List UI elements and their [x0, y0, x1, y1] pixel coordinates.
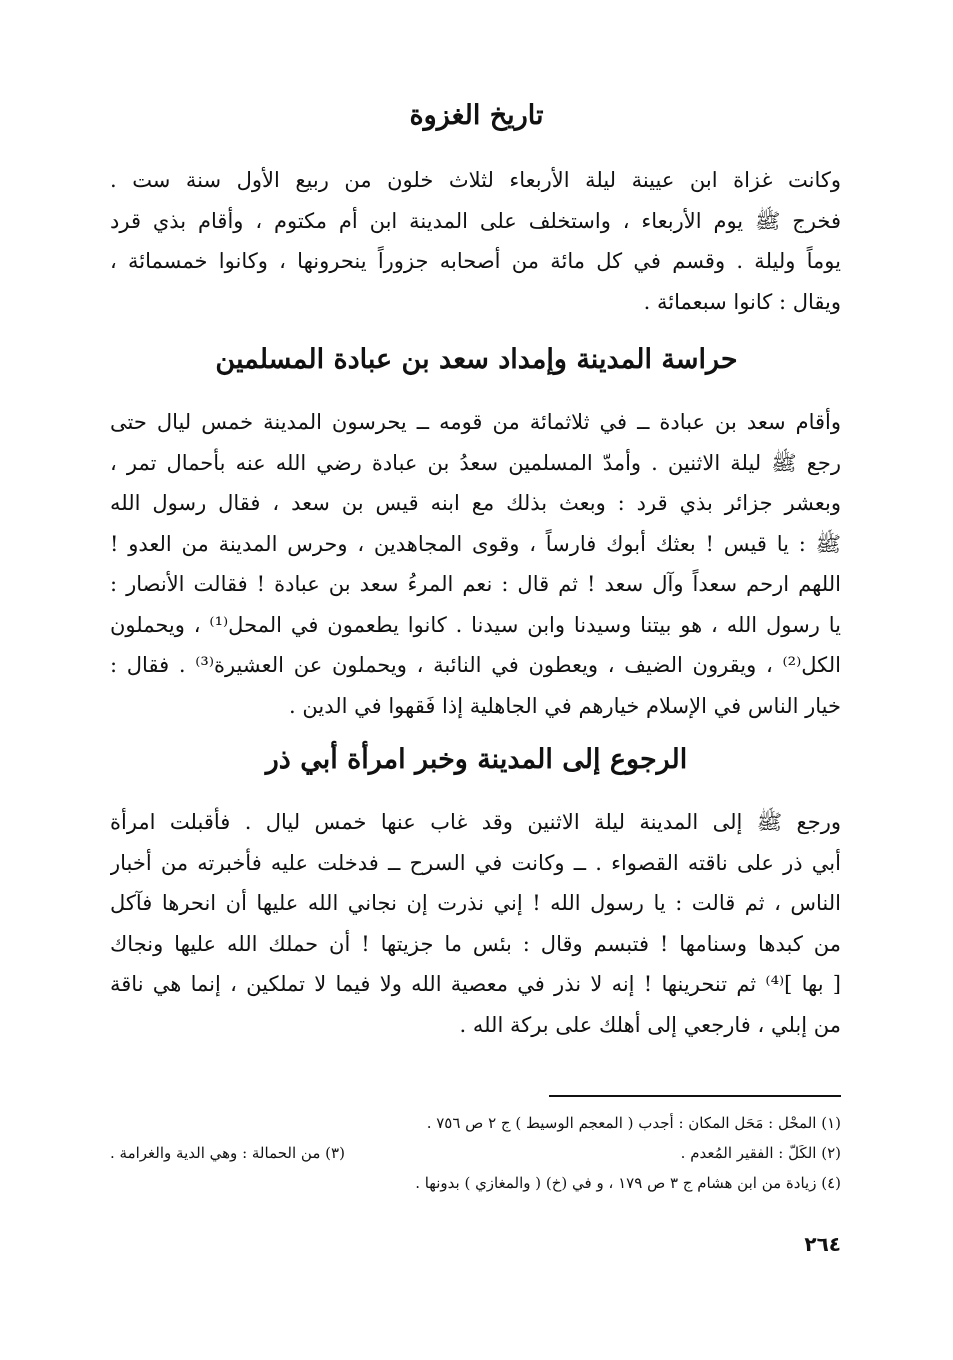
text-line: ويقال : كانوا سبعمائة .	[643, 289, 841, 314]
section-title-history: تاريخ الغزوة	[409, 100, 544, 131]
text-line: من كبدها وسنامها ! فتبسم وقال : بئس ما جزيتها ! أن حملك الله عليها ونجاك	[110, 931, 841, 956]
text-line: من إبلي ، فارجعي إلى أهلك على بركة الله .	[459, 1012, 841, 1037]
text-line: الناس ، ثم قالت : يا رسول الله ! إني نذرت إن نجاني الله عليها أن انحرها فآكل	[110, 891, 841, 915]
text-line: وكانت غزاة ابن عيينة ليلة الأربعاء لثلاث خلون من ربيع الأول سنة ست .	[110, 168, 841, 192]
footnote-2: (٢) الكَلّ : الفقير المُعدم .	[680, 1144, 841, 1162]
paragraph-guarding	[110, 402, 841, 726]
paragraph-return	[110, 802, 841, 1045]
text-line: الكل⁽²⁾ ، ويقرون الضيف ، ويعطون في النائبة ، ويحملون عن العشيرة⁽³⁾ . فقال :	[110, 653, 841, 677]
text-line: ﷺ : يا قيس ! بعثك أبوك فارساً ، وقوى المجاهدين ، وحرس المدينة من العدو !	[110, 531, 841, 556]
text-line: اللهم ارحم سعداً وآل سعد ! ثم قال : نعم المرءُ سعد بن عبادة ! فقالت الأنصار :	[110, 572, 841, 596]
text-line: يوماً وليلة . وقسم في كل مائة من أصحابه جزوراً ينحرونها ، وكانوا خمسمائة ،	[110, 249, 841, 273]
paragraph-history	[110, 160, 841, 322]
footnotes	[110, 1108, 841, 1198]
text-line: [ بها ]⁽⁴⁾ ثم تنحرينها ! إنه لا نذر في معصية الله ولا فيما لا تملكين ، إنما هي ناقة	[110, 972, 841, 996]
text-line: ورجع ﷺ إلى المدينة ليلة الاثنين وقد غاب عنها خمس ليال . فأقبلت امرأة	[110, 810, 841, 834]
text-line: فخرج ﷺ يوم الأربعاء ، واستخلف على المدينة ابن أم مكتوم ، وأقام بذي قرد	[110, 208, 841, 233]
text-line: أبي ذر على ناقته القصواء . ــ وكانت في السرح ــ فدخلت عليه فأخبرته من أخبار	[110, 850, 841, 875]
section-title-return: الرجوع إلى المدينة وخبر امرأة أبي ذر	[265, 744, 688, 775]
section-title-guarding: حراسة المدينة وإمداد سعد بن عبادة المسلمين	[215, 344, 738, 375]
text-line: خيار الناس في الإسلام خيارهم في الجاهلية إذا فَقهوا في الدين .	[289, 693, 841, 718]
footnote-3: (٣) من الحمالة : وهي الدية والغرامة .	[110, 1144, 345, 1162]
footnote-row	[110, 1108, 841, 1138]
text-line: وأقام سعد بن عبادة ــ في ثلاثمائة من قومه ــ يحرسون المدينة خمس ليال حتى	[110, 410, 841, 434]
page-number: ٢٦٤	[804, 1232, 841, 1256]
footnote-row	[110, 1168, 841, 1198]
text-line: رجع ﷺ ليلة الاثنين . وأمدّ المسلمين سعدُ بن عبادة رضي الله عنه بأحمال تمر ،	[110, 450, 841, 475]
footnote-divider	[549, 1095, 841, 1097]
footnote-row	[110, 1138, 841, 1168]
text-line: يا رسول الله ، هو بيتنا وسيدنا وابن سيدنا . كانوا يطعمون في المحل⁽¹⁾ ، ويحملون	[110, 612, 841, 637]
footnote-4: (٤) زيادة من ابن هشام ج ٣ ص ١٧٩ ، و في (خ) ( والمغازي ) بدونها .	[415, 1174, 841, 1192]
footnote-1: (١) المحْل : مَحَل المكان : أجدب ( المعجم الوسيط ) ج ٢ ص ٧٥٦ .	[426, 1114, 841, 1132]
text-line: وبعشر جزائر بذي قرد : وبعث بذلك مع ابنه قيس بن سعد ، فقال رسول الله	[110, 491, 841, 515]
